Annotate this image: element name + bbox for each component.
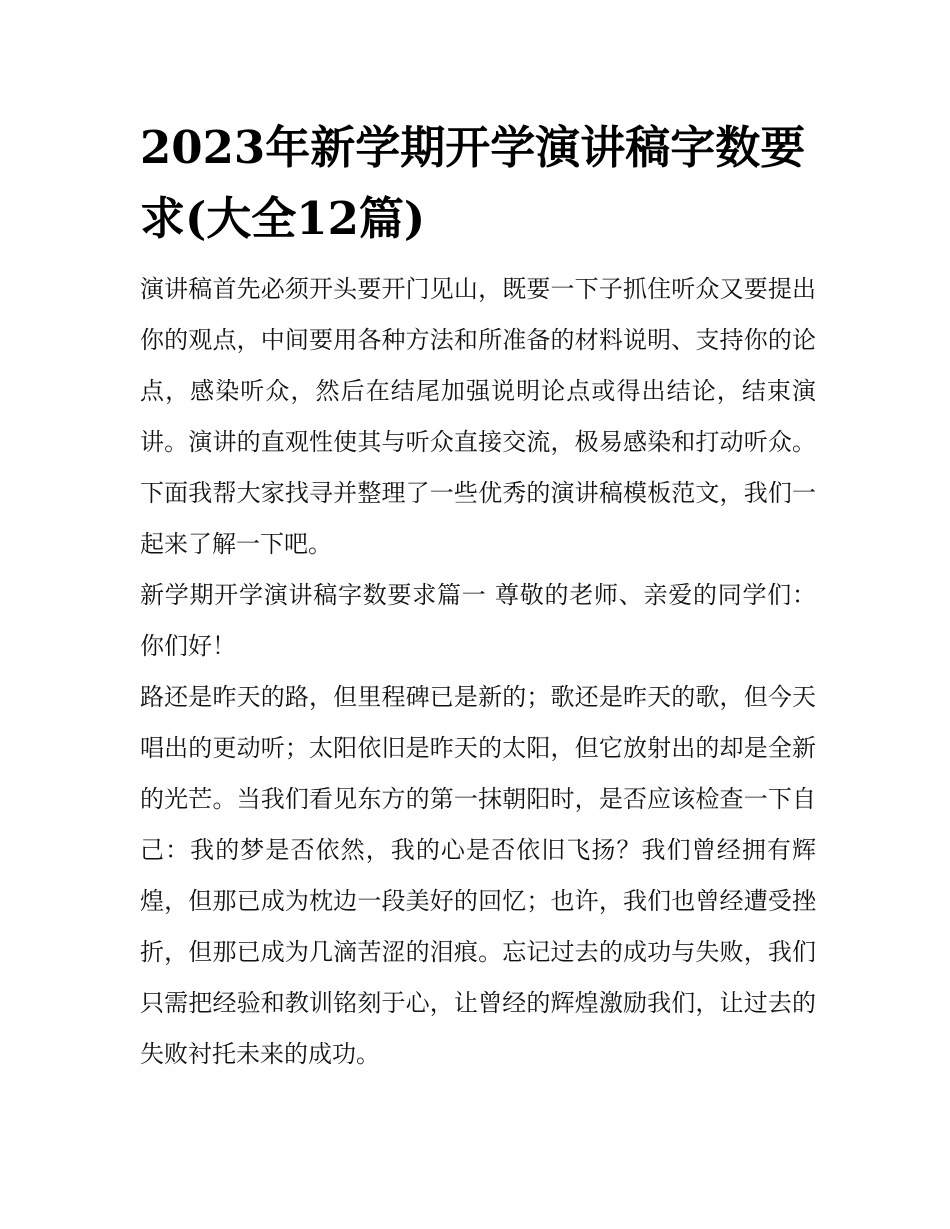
document-body — [140, 112, 816, 1080]
paragraph-greeting: 新学期开学演讲稿字数要求篇一 尊敬的老师、亲爱的同学们： 你们好！ — [140, 581, 816, 660]
document-title: 2023年新学期开学演讲稿字数要求(大全12篇) — [140, 121, 806, 245]
paragraph-speech-body: 路还是昨天的路，但里程碑已是新的；歌还是昨天的歌，但今天唱出的更动听；太阳依旧是昨天的太阳，但它放射出的却是全新的光芒。当我们看见东方的第一抹朝阳时，是否应该检查一下自己：我的梦是否依然，我的心是否依旧飞扬？我们曾经拥有辉煌，但那已成为枕边一段美好的回忆；也许，我们也曾经遭受挫折，但那已成为几滴苦涩的泪痕。忘记过去的成功与失败，我们只需把经验和教训铭刻于心，让曾经的辉煌激励我们，让过去的失败衬托未来的成功。 — [140, 683, 816, 1068]
paragraph-intro: 演讲稿首先必须开头要开门见山，既要一下子抓住听众又要提出你的观点，中间要用各种方法和所准备的材料说明、支持你的论点，感染听众，然后在结尾加强说明论点或得出结论，结束演讲。演讲的直观性使其与听众直接交流，极易感染和打动听众。下面我帮大家找寻并整理了一些优秀的演讲稿模板范文，我们一起来了解一下吧。 — [140, 275, 816, 558]
